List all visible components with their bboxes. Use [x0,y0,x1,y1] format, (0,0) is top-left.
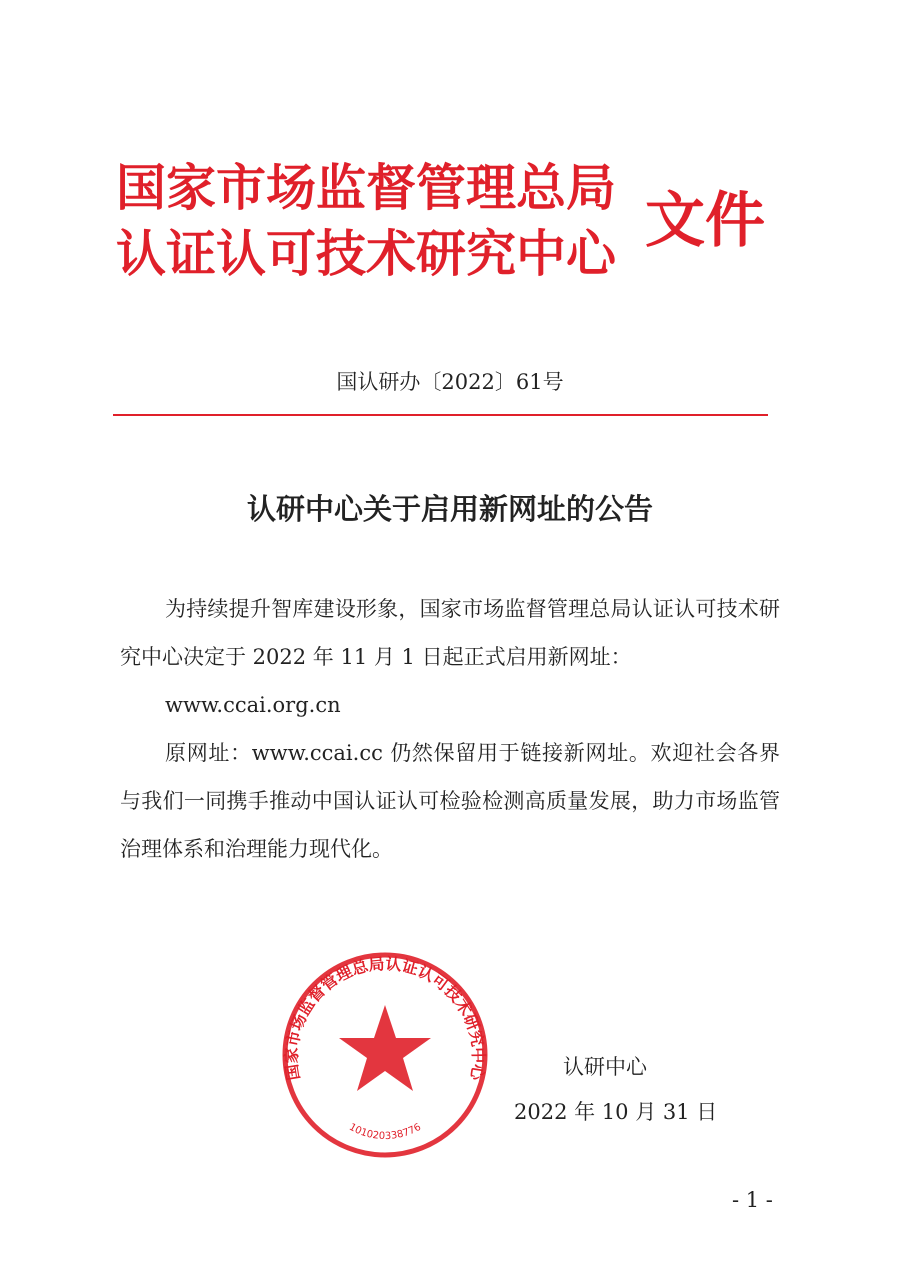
seal-ring-text: 国家市场监督管理总局认证认可技术研究中心 [281,954,489,1082]
issue-date: 2022 年 10 月 31 日 [514,1100,718,1124]
paragraph-2: 原网址：www.ccai.cc 仍然保留用于链接新网址。欢迎社会各界与我们一同携手推动中国认证认可检验检测高质量发展，助力市场监管治理体系和治理能力现代化。 [120,741,780,861]
seal-code: 101020338776 [347,1121,423,1143]
paragraph-url: www.ccai.org.cn [165,693,341,717]
document-number: 国认研办〔2022〕61号 [336,370,564,394]
seal-star-icon [339,1005,431,1091]
paragraph-1: 为持续提升智库建设形象，国家市场监督管理总局认证认可技术研究中心决定于 2022 年 11 月 1 日起正式启用新网址： [120,597,780,669]
official-seal [280,950,490,1160]
document-title: 认研中心关于启用新网址的公告 [246,492,653,526]
svg-text:101020338776 [347,1122,423,1142]
signature: 认研中心 [563,1055,647,1079]
page-number: - 1 - [732,1188,773,1212]
issuer-line-2: 认证认可技术研究中心 [116,225,616,283]
issuer-line-1: 国家市场监督管理总局 [116,159,616,217]
document-body [120,585,780,873]
red-divider [113,414,768,416]
document-suffix: 文件 [645,186,765,256]
